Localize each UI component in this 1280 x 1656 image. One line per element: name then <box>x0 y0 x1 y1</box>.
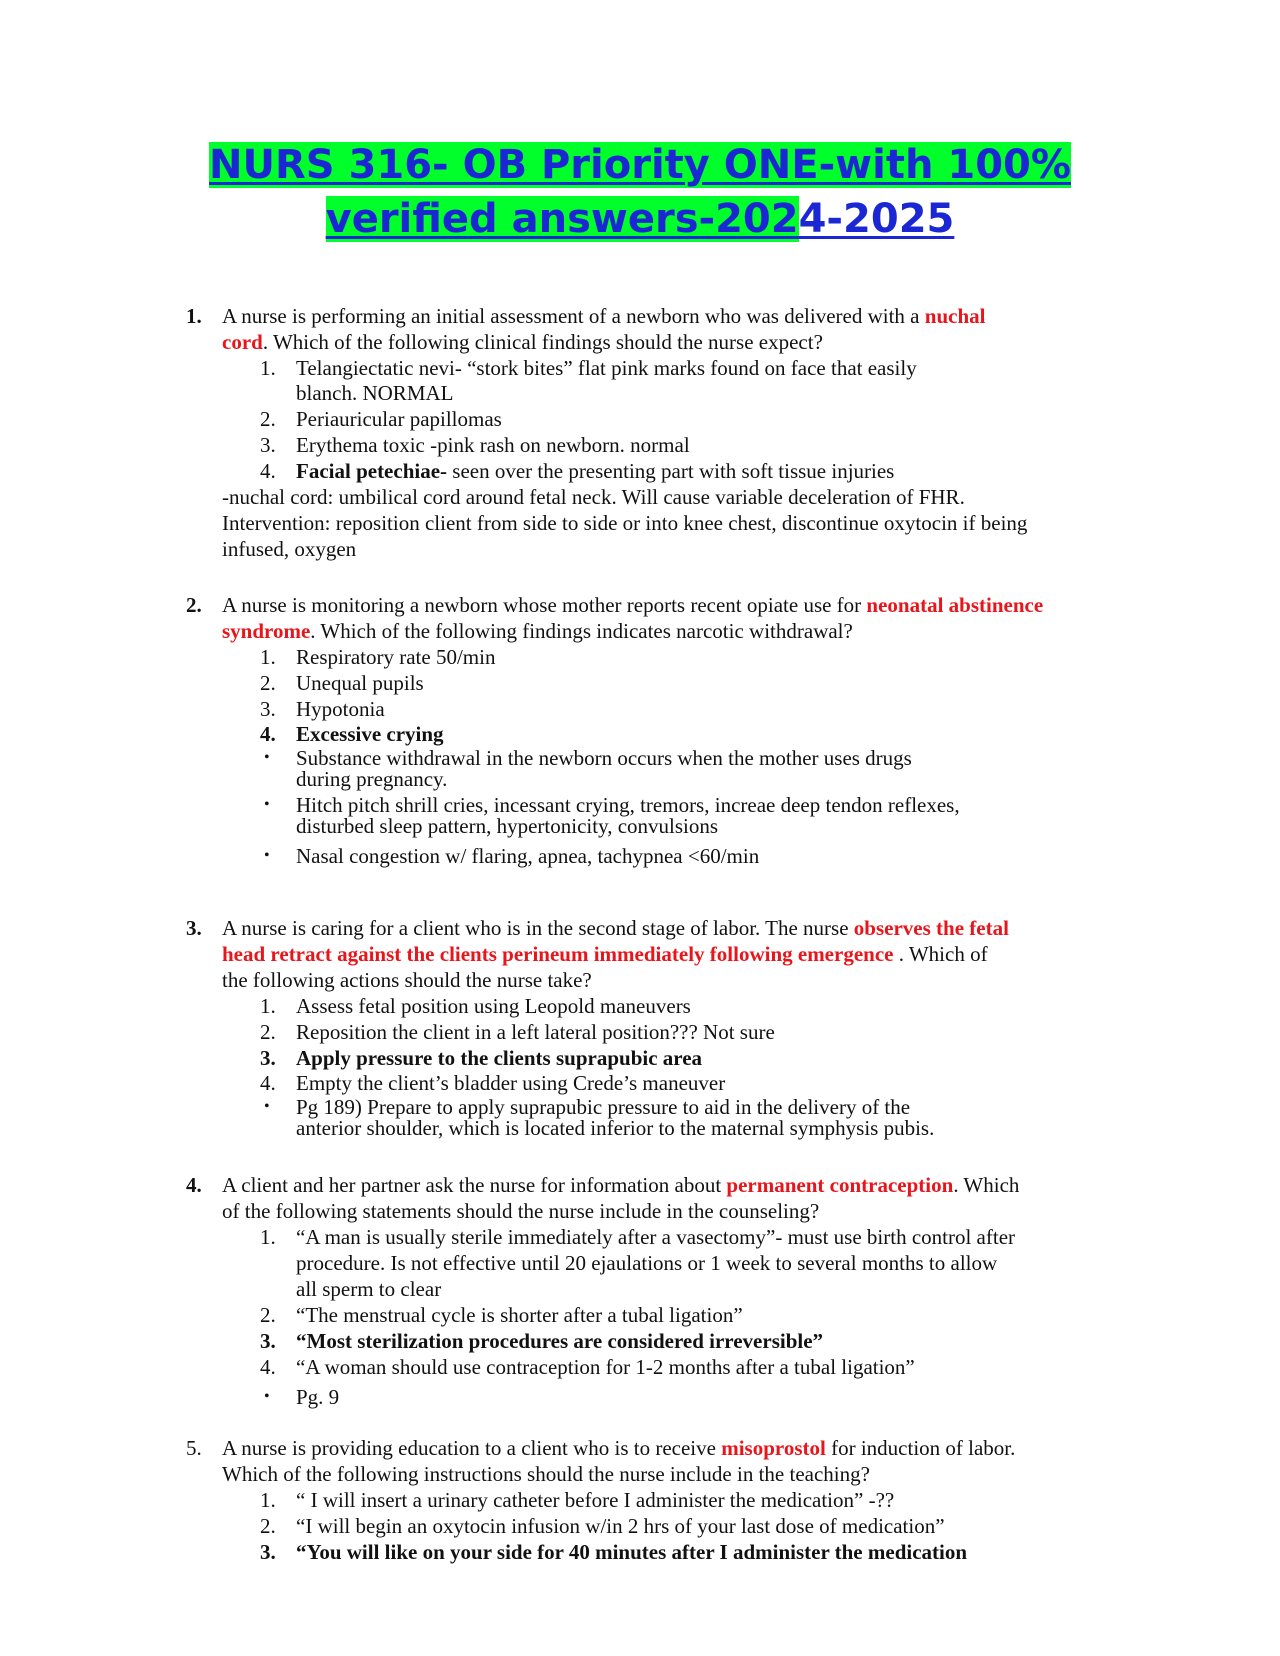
q3-option-3-number: 3. <box>260 1046 276 1070</box>
q2-number: 2. <box>186 593 202 617</box>
q3-option-4-number: 4. <box>260 1071 276 1095</box>
q2-stem-text-end: . Which of the following findings indicates narcotic withdrawal? <box>310 619 853 643</box>
q3-stem-highlight: observes the fetal <box>853 916 1009 940</box>
q3-bullet-1-text: Pg 189) Prepare to apply suprapubic pressure to aid in the delivery of the <box>296 1095 911 1119</box>
q4-option-2-number: 2. <box>260 1303 276 1327</box>
q2-stem-line-1 <box>222 592 1043 618</box>
q3-bullet-1: • <box>264 1098 270 1115</box>
q2-bullet-1-text: Substance withdrawal in the newborn occurs when the mother uses drugs <box>296 746 912 770</box>
q4-bullet-1: • <box>264 1388 270 1405</box>
q1-stem-line-1 <box>222 303 985 329</box>
q2-option-2-number: 2. <box>260 671 276 695</box>
q2-stem-text: A nurse is monitoring a newborn whose mother reports recent opiate use for <box>222 593 867 617</box>
q2-stem-highlight-cont: syndrome <box>222 619 311 643</box>
q5-stem-line-1 <box>222 1435 1015 1461</box>
q1-option-1-number: 1. <box>260 356 276 380</box>
q2-bullet-1-cont: during pregnancy. <box>296 767 448 791</box>
q1-note-1: -nuchal cord: umbilical cord around fetal neck. Will cause variable deceleration of FHR. <box>222 485 965 509</box>
title-line-2-highlighted: verified answers-202 <box>325 196 799 242</box>
q2-bullet-2-text: Hitch pitch shrill cries, incessant crying, tremors, increae deep tendon reflexes, <box>296 793 960 817</box>
q5-option-1: “ I will insert a urinary catheter before I administer the medication” -?? <box>296 1488 895 1512</box>
q4-option-1: “A man is usually sterile immediately after a vasectomy”- must use birth control after <box>296 1225 1016 1249</box>
q5-option-3-answer: “You will like on your side for 40 minutes after I administer the medication <box>296 1540 968 1564</box>
q5-option-1-number: 1. <box>260 1488 276 1512</box>
q2-option-1-number: 1. <box>260 645 276 669</box>
q2-bullet-2-cont: disturbed sleep pattern, hypertonicity, convulsions <box>296 814 719 838</box>
q3-stem-line-2 <box>222 941 988 967</box>
q3-bullet-1-cont: anterior shoulder, which is located inferior to the maternal symphysis pubis. <box>296 1116 935 1140</box>
q3-option-2: Reposition the client in a left lateral position??? Not sure <box>296 1020 775 1044</box>
q4-number: 4. <box>186 1173 202 1197</box>
q1-option-1: Telangiectatic nevi- “stork bites” flat pink marks found on face that easily <box>296 356 917 380</box>
q1-option-4-number: 4. <box>260 459 276 483</box>
q5-stem-highlight: misoprostol <box>721 1436 826 1460</box>
q4-stem-text: A client and her partner ask the nurse for information about <box>222 1173 727 1197</box>
q2-bullet-3: • <box>264 847 270 864</box>
q2-option-3-number: 3. <box>260 697 276 721</box>
q1-number: 1. <box>186 304 202 328</box>
q3-stem-highlight-cont: head retract against the clients perineum immediately following emergence <box>222 942 894 966</box>
q1-stem-text-end: . Which of the following clinical findings should the nurse expect? <box>262 330 823 354</box>
q1-stem-highlight-cont: cord <box>222 330 263 354</box>
q4-stem-text-end: . Which <box>953 1173 1020 1197</box>
q5-option-3-number: 3. <box>260 1540 276 1564</box>
q4-stem-line-1 <box>222 1172 1019 1198</box>
q4-stem-highlight: permanent contraception <box>726 1173 954 1197</box>
title-line-1: NURS 316- OB Priority ONE-with 100% <box>209 142 1071 188</box>
q2-option-4-number: 4. <box>260 722 276 746</box>
q1-answer-bold: Facial petechiae- <box>296 459 448 483</box>
q3-stem-line-3: the following actions should the nurse take? <box>222 968 592 992</box>
q1-stem-line-2 <box>222 329 823 355</box>
q2-bullet-2: • <box>264 796 270 813</box>
q1-stem-highlight: nuchal <box>924 304 986 328</box>
q3-stem-line-1 <box>222 915 1009 941</box>
q4-option-1-cont-2: all sperm to clear <box>296 1277 442 1301</box>
q3-option-4: Empty the client’s bladder using Crede’s maneuver <box>296 1071 726 1095</box>
q1-answer-rest: seen over the presenting part with soft tissue injuries <box>447 459 895 483</box>
q5-stem-text: A nurse is providing education to a client who is to receive <box>222 1436 722 1460</box>
q5-option-2-number: 2. <box>260 1514 276 1538</box>
q1-option-1-cont: blanch. NORMAL <box>296 381 454 405</box>
q3-option-3-answer: Apply pressure to the clients suprapubic area <box>296 1046 703 1070</box>
q4-option-2: “The menstrual cycle is shorter after a tubal ligation” <box>296 1303 743 1327</box>
title-line-2-plain: 4-2025 <box>798 196 955 242</box>
q1-option-2-number: 2. <box>260 407 276 431</box>
q1-option-2: Periauricular papillomas <box>296 407 502 431</box>
q4-option-1-cont-1: procedure. Is not effective until 20 ejaulations or 1 week to several months to allow <box>296 1251 998 1275</box>
q2-option-4-answer: Excessive crying <box>296 722 444 746</box>
q4-option-4: “A woman should use contraception for 1-2 months after a tubal ligation” <box>296 1355 915 1379</box>
q3-number: 3. <box>186 916 202 940</box>
document-title <box>0 138 1280 246</box>
q4-option-4-number: 4. <box>260 1355 276 1379</box>
q2-option-1: Respiratory rate 50/min <box>296 645 496 669</box>
q2-option-3: Hypotonia <box>296 697 385 721</box>
q3-option-1-number: 1. <box>260 994 276 1018</box>
q5-option-2: “I will begin an oxytocin infusion w/in 2 hrs of your last dose of medication” <box>296 1514 945 1538</box>
q5-stem-text-end: for induction of labor. <box>825 1436 1016 1460</box>
q2-stem-highlight: neonatal abstinence <box>866 593 1044 617</box>
q4-bullet-1-text: Pg. 9 <box>296 1385 340 1409</box>
q1-stem-text: A nurse is performing an initial assessment of a newborn who was delivered with a <box>222 304 925 328</box>
q2-bullet-3-text: Nasal congestion w/ flaring, apnea, tachypnea <60/min <box>296 844 760 868</box>
q1-option-3: Erythema toxic -pink rash on newborn. normal <box>296 433 690 457</box>
q3-option-2-number: 2. <box>260 1020 276 1044</box>
q1-note-3: infused, oxygen <box>222 537 357 561</box>
q2-bullet-1: • <box>264 749 270 766</box>
q4-stem-line-2: of the following statements should the nurse include in the counseling? <box>222 1199 820 1223</box>
q4-option-3-answer: “Most sterilization procedures are considered irreversible” <box>296 1329 824 1353</box>
q1-option-3-number: 3. <box>260 433 276 457</box>
q1-option-4 <box>296 458 894 484</box>
q5-stem-line-2: Which of the following instructions should the nurse include in the teaching? <box>222 1462 870 1486</box>
q3-option-1: Assess fetal position using Leopold maneuvers <box>296 994 691 1018</box>
q1-note-2: Intervention: reposition client from side to side or into knee chest, discontinue oxytocin if being <box>222 511 1028 535</box>
q4-option-3-number: 3. <box>260 1329 276 1353</box>
q4-option-1-number: 1. <box>260 1225 276 1249</box>
q2-stem-line-2 <box>222 618 853 644</box>
q3-stem-text-end: . Which of <box>893 942 988 966</box>
q3-stem-text: A nurse is caring for a client who is in the second stage of labor. The nurse <box>222 916 854 940</box>
q5-number: 5. <box>186 1436 202 1460</box>
q2-option-2: Unequal pupils <box>296 671 424 695</box>
